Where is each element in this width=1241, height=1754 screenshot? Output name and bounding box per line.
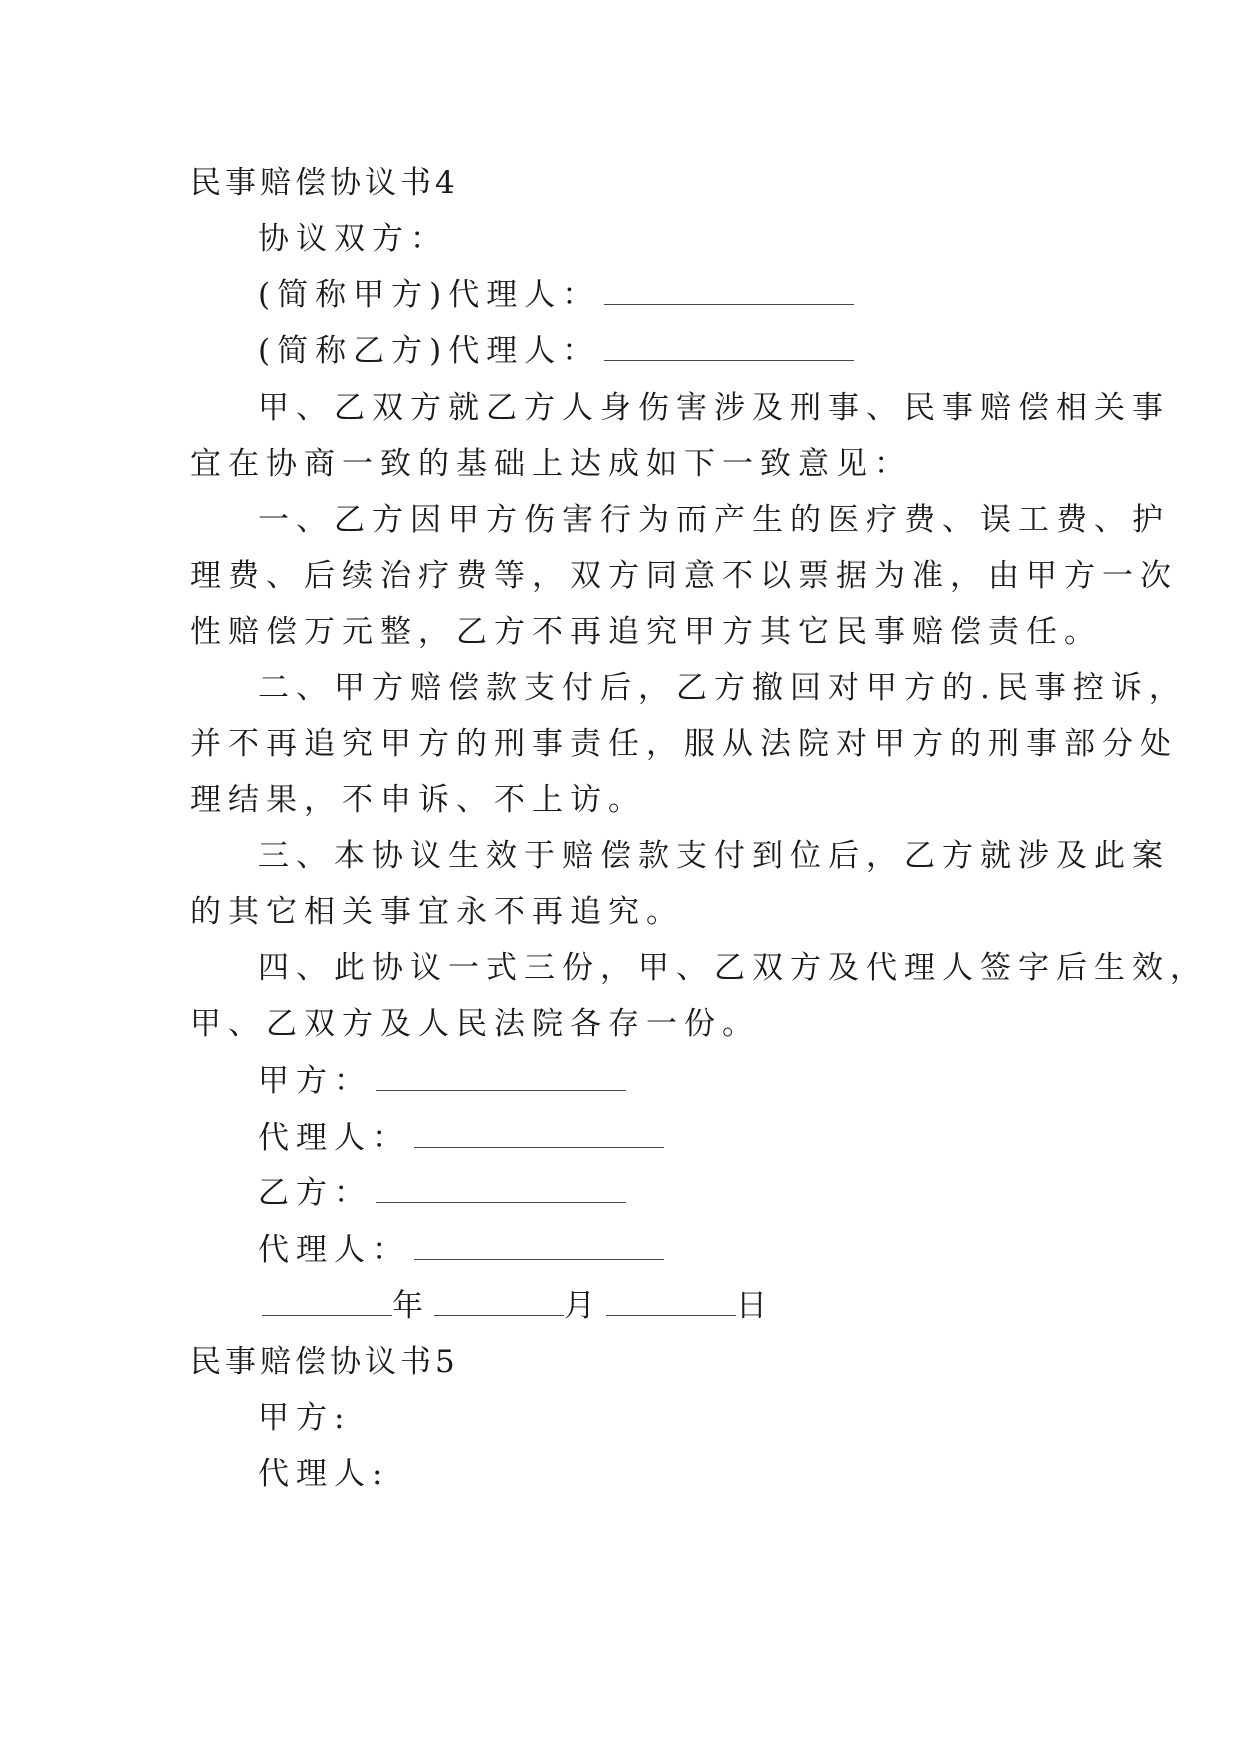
clause1-line-2: 理费、后续治疗费等，双方同意不以票据为准，由甲方一次 [190,558,1178,594]
party-b-agent-blank [604,334,854,361]
clause1-line-3: 性赔偿万元整，乙方不再追究甲方其它民事赔偿责任。 [190,614,1102,650]
clause1-line-1: 一、乙方因甲方伤害行为而产生的医疗费、误工费、护 [258,502,1170,538]
year-blank [262,1289,392,1316]
day-label: 日 [736,1288,774,1324]
party-a-agent-label: (简称甲方)代理人： [258,277,601,313]
clause3-line-1: 三、本协议生效于赔偿款支付到位后，乙方就涉及此案 [258,838,1170,874]
sign-party-b-label: 乙方： [258,1175,372,1211]
clause4-line-1: 四、此协议一式三份，甲、乙双方及代理人签字后生效， [258,950,1208,986]
party-b-agent-row [258,331,854,371]
parties-label: 协议双方： [258,221,448,257]
clause2-line-1: 二、甲方赔偿款支付后，乙方撤回对甲方的.民事控诉， [258,670,1187,706]
intro-line-2: 宜在协商一致的基础上达成如下一致意见： [190,446,912,482]
clause4-line-2: 甲、乙双方及人民法院各存一份。 [190,1006,760,1042]
sign-party-a-row [258,1061,626,1101]
month-label: 月 [564,1288,602,1324]
sign-party-a-agent-blank [414,1121,664,1148]
sign-party-a-label: 甲方： [258,1063,372,1099]
month-blank [434,1289,564,1316]
sign-party-b-row [258,1173,626,1213]
party-a-agent-blank [604,278,854,305]
sign-party-a-blank [376,1064,626,1091]
clause3-line-2: 的其它相关事宜永不再追究。 [190,894,684,930]
clause2-line-3: 理结果，不申诉、不上访。 [190,782,646,818]
sign-party-a-agent-row [258,1118,664,1158]
doc5-agent: 代理人: [258,1456,390,1492]
intro-line-1: 甲、乙双方就乙方人身伤害涉及刑事、民事赔偿相关事 [258,390,1170,426]
day-blank [606,1289,736,1316]
sign-party-b-blank [376,1176,626,1203]
doc5-title: 民事赔偿协议书5 [190,1344,459,1380]
date-row [258,1286,774,1326]
sign-party-a-agent-label: 代理人： [258,1120,410,1156]
sign-party-b-agent-label: 代理人： [258,1232,410,1268]
sign-party-b-agent-row [258,1230,664,1270]
sign-party-b-agent-blank [414,1233,664,1260]
party-b-agent-label: (简称乙方)代理人： [258,333,601,369]
clause2-line-2: 并不再追究甲方的刑事责任，服从法院对甲方的刑事部分处 [190,726,1178,762]
doc5-party-a: 甲方: [258,1400,352,1436]
doc4-title: 民事赔偿协议书4 [190,165,459,201]
year-label: 年 [392,1288,430,1324]
party-a-agent-row [258,275,854,315]
